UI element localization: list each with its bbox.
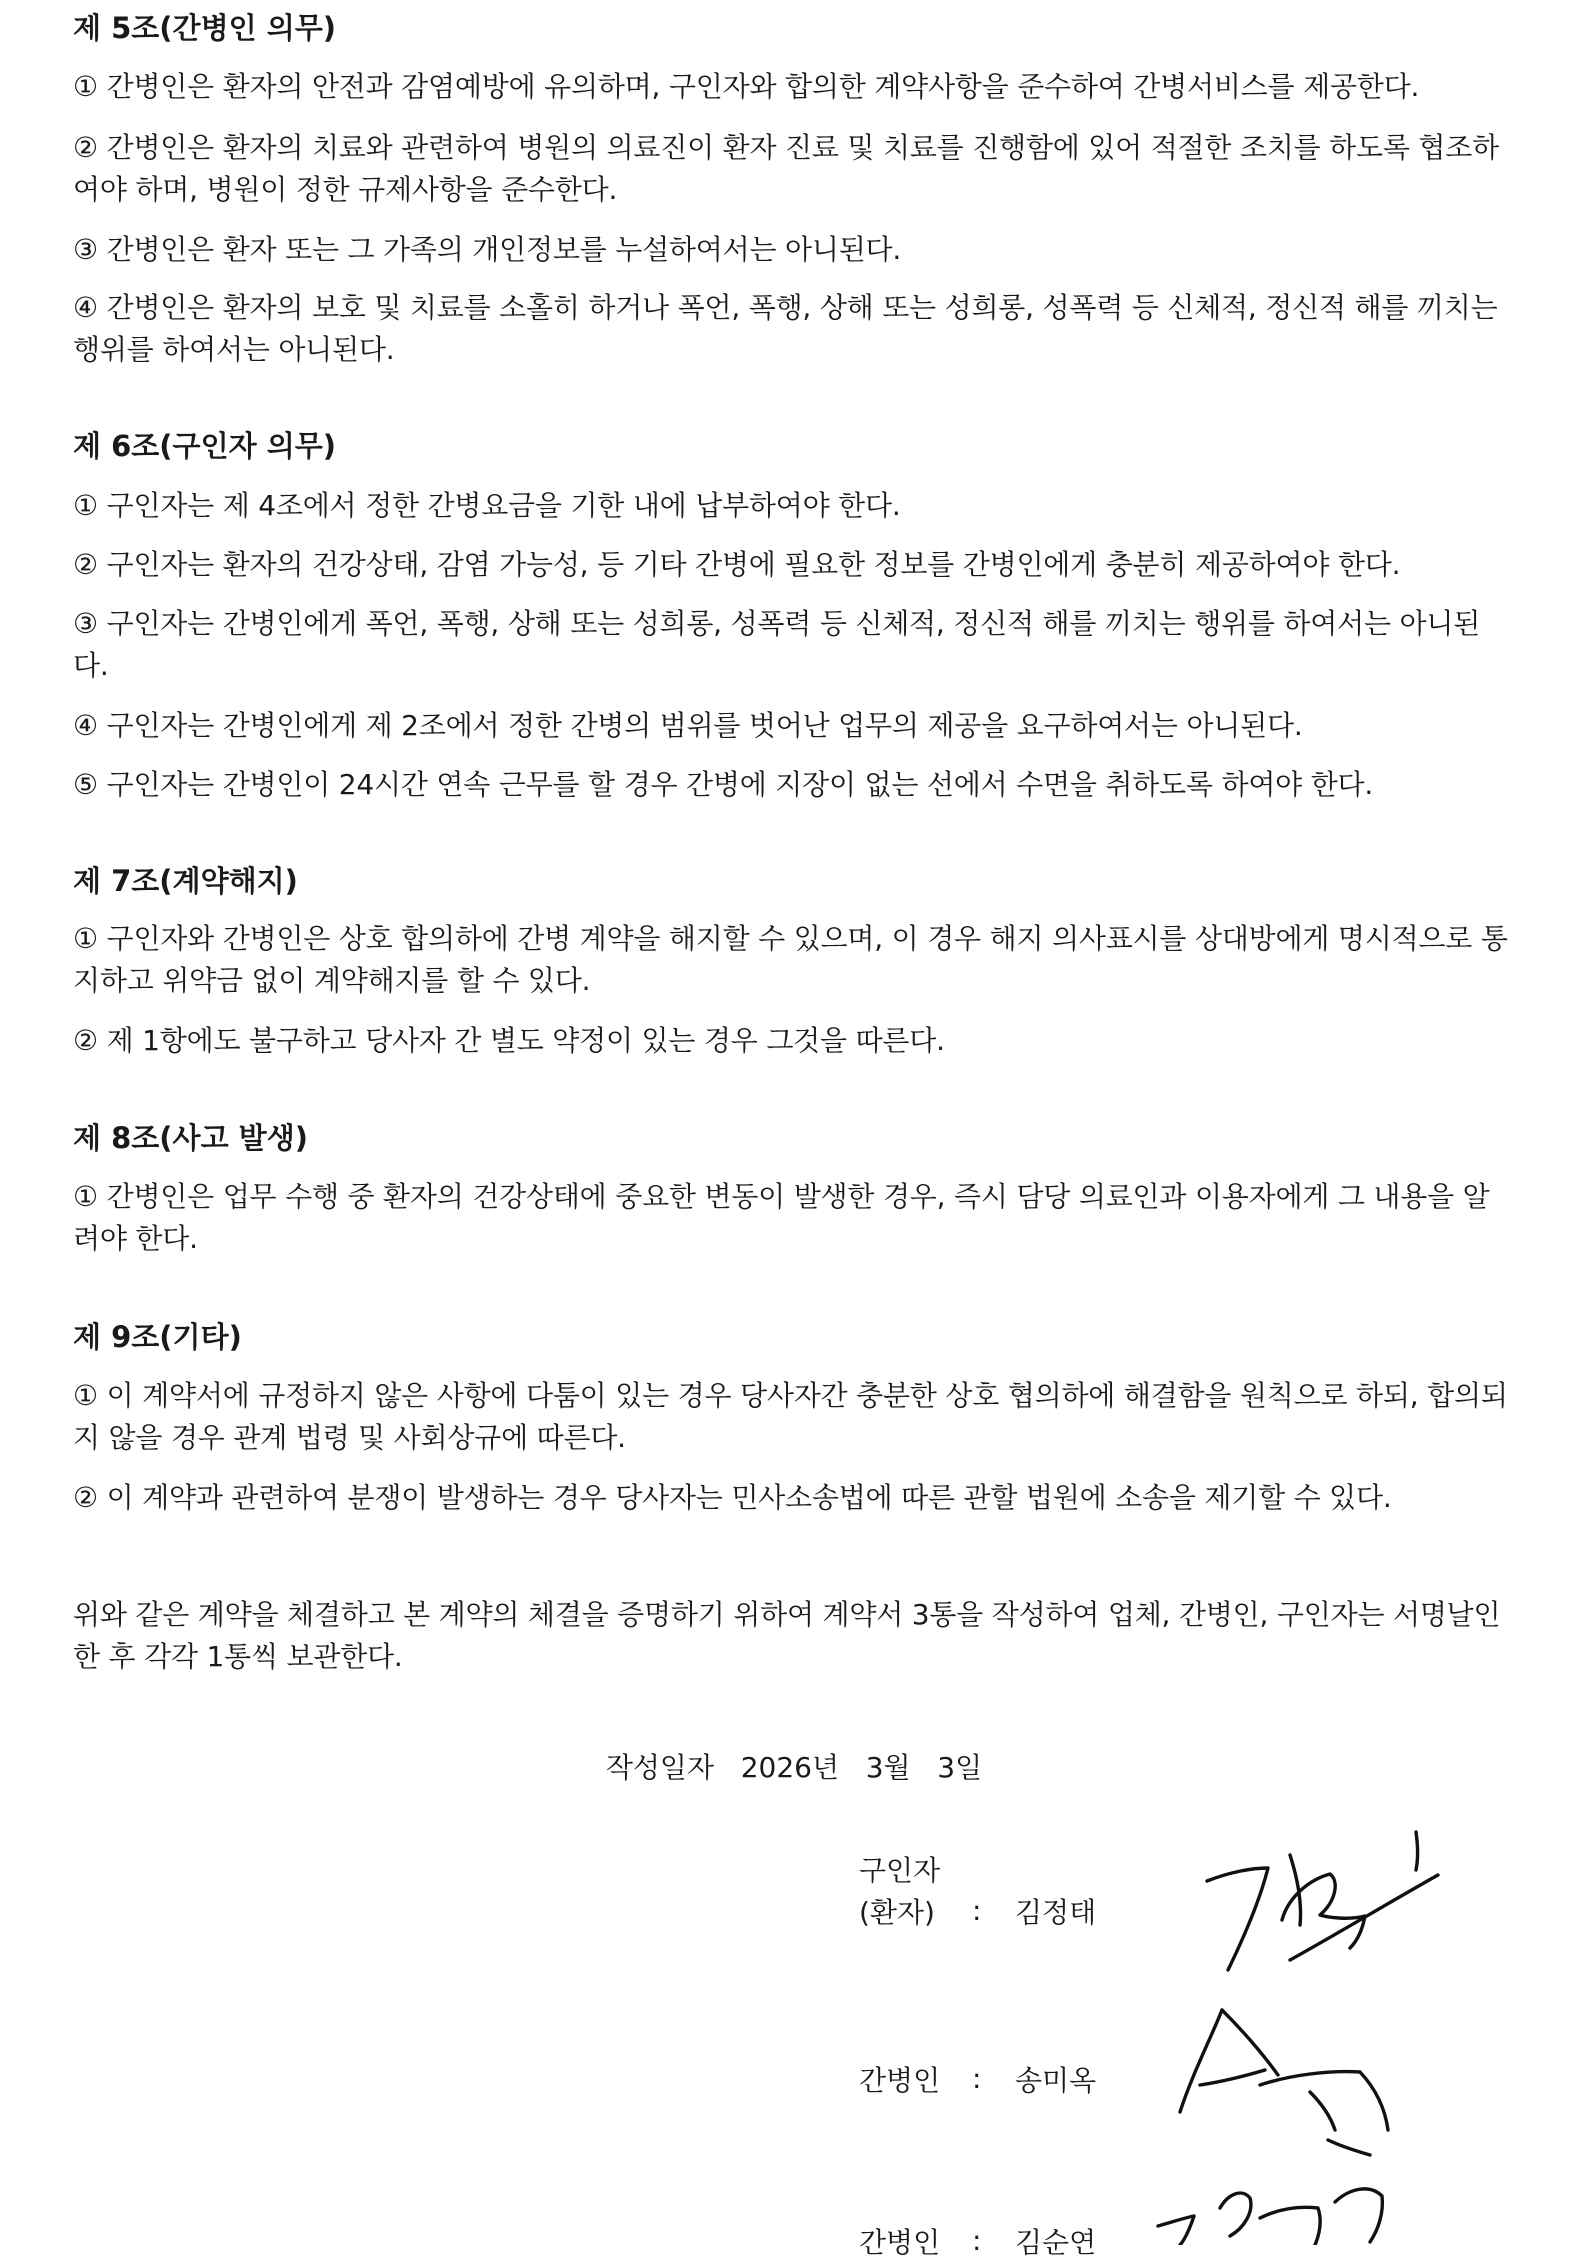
signatory-1-label-sub: (환자) bbox=[859, 1896, 935, 1929]
article-6-item-1: ① 구인자는 제 4조에서 정한 간병요금을 기한 내에 납부하여야 한다. bbox=[73, 489, 901, 522]
article-9-item-2: ② 이 계약과 관련하여 분쟁이 발생하는 경우 당사자는 민사소송법에 따른 관할 법원에 소송을 제기할 수 있다. bbox=[73, 1481, 1392, 1514]
article-5-item-2: ② 간병인은 환자의 치료와 관련하여 병원의 의료진이 환자 진료 및 치료를 진행함에 있어 적절한 조치를 하도록 협조하여야 하며, 병원이 정한 규제사항을 준수한다. bbox=[73, 131, 1499, 206]
article-8-item-1: ① 간병인은 업무 수행 중 환자의 건강상태에 중요한 변동이 발생한 경우, 즉시 담당 의료인과 이용자에게 그 내용을 알려야 한다. bbox=[73, 1180, 1490, 1255]
article-8-title: 제 8조(사고 발생) bbox=[73, 1121, 308, 1155]
closing-statement: 위와 같은 계약을 체결하고 본 계약의 체결을 증명하기 위하여 계약서 3통을 작성하여 업체, 간병인, 구인자는 서명날인한 후 각각 1통씩 보관한다. bbox=[73, 1598, 1501, 1673]
signatory-3-signature bbox=[1150, 2178, 1410, 2245]
signatory-1-name: 김정태 bbox=[1015, 1896, 1097, 1929]
article-6-item-2: ② 구인자는 환자의 건강상태, 감염 가능성, 등 기타 간병에 필요한 정보를 간병인에게 충분히 제공하여야 한다. bbox=[73, 548, 1401, 581]
signatory-3-label: 간병인 bbox=[859, 2226, 941, 2259]
article-7-item-1: ① 구인자와 간병인은 상호 합의하에 간병 계약을 해지할 수 있으며, 이 경우 해지 의사표시를 상대방에게 명시적으로 통지하고 위약금 없이 계약해지를 할 수 있다. bbox=[73, 922, 1508, 997]
article-5-item-1: ① 간병인은 환자의 안전과 감염예방에 유의하며, 구인자와 합의한 계약사항을 준수하여 간병서비스를 제공한다. bbox=[73, 70, 1420, 103]
article-9-title: 제 9조(기타) bbox=[73, 1320, 242, 1354]
date-line: 작성일자 2026년 3월 3일 bbox=[605, 1751, 983, 1784]
signatory-1-colon: : bbox=[972, 1894, 982, 1927]
article-5-item-3: ③ 간병인은 환자 또는 그 가족의 개인정보를 누설하여서는 아니된다. bbox=[73, 233, 902, 266]
signatory-1-signature bbox=[1190, 1820, 1450, 1990]
article-6-item-4: ④ 구인자는 간병인에게 제 2조에서 정한 간병의 범위를 벗어난 업무의 제공을 요구하여서는 아니된다. bbox=[73, 709, 1303, 742]
article-7-title: 제 7조(계약해지) bbox=[73, 864, 298, 898]
article-5-item-4: ④ 간병인은 환자의 보호 및 치료를 소홀히 하거나 폭언, 폭행, 상해 또는 성희롱, 성폭력 등 신체적, 정신적 해를 끼치는 행위를 하여서는 아니된다. bbox=[73, 291, 1498, 366]
signatory-3-name: 김순연 bbox=[1015, 2226, 1097, 2259]
signatory-3-colon: : bbox=[972, 2224, 982, 2257]
signatory-2-colon: : bbox=[972, 2062, 982, 2095]
article-9-item-1: ① 이 계약서에 규정하지 않은 사항에 다툼이 있는 경우 당사자간 충분한 상호 협의하에 해결함을 원칙으로 하되, 합의되지 않을 경우 관계 법령 및 사회상규에 따른다. bbox=[73, 1379, 1508, 1454]
signatory-1-label: 구인자 bbox=[859, 1854, 941, 1887]
article-6-item-3: ③ 구인자는 간병인에게 폭언, 폭행, 상해 또는 성희롱, 성폭력 등 신체적, 정신적 해를 끼치는 행위를 하여서는 아니된다. bbox=[73, 607, 1481, 682]
article-6-item-5: ⑤ 구인자는 간병인이 24시간 연속 근무를 할 경우 간병에 지장이 없는 선에서 수면을 취하도록 하여야 한다. bbox=[73, 768, 1374, 801]
signatory-2-signature bbox=[1160, 1990, 1430, 2165]
article-5-title: 제 5조(간병인 의무) bbox=[73, 11, 336, 45]
signatory-2-name: 송미옥 bbox=[1015, 2064, 1097, 2097]
article-7-item-2: ② 제 1항에도 불구하고 당사자 간 별도 약정이 있는 경우 그것을 따른다. bbox=[73, 1024, 945, 1057]
signatory-2-label: 간병인 bbox=[859, 2064, 941, 2097]
article-6-title: 제 6조(구인자 의무) bbox=[73, 429, 336, 463]
